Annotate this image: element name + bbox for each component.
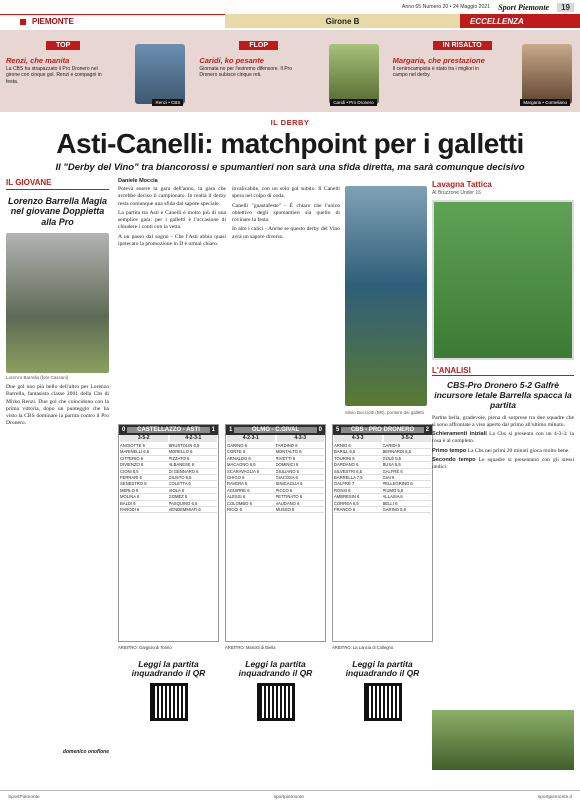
qr-code-icon[interactable] <box>257 683 295 721</box>
flop-title: Caridi, ko pesante <box>199 56 264 65</box>
footer-right[interactable]: sportpiemonte.it <box>537 795 572 800</box>
article-col-1: Poteva essere la gara dell'anno, la gara che avrebbe deciso il campionato. In realtà il derby resta comunque una sfida dal sapore speciale. La partita tra Asti e Canelli è molto più di una semplice gara: per i galletti è l'occasione di chiudere i conti con la vetta. A un passo dal sogno - Che l'Asti abbia quasi ipotecato la promozione in D è ormai chiaro. <box>118 186 226 247</box>
referee-2: ARBITRO: Mariotti di Biella <box>225 645 276 650</box>
qr-code-icon[interactable] <box>364 683 402 721</box>
risalto-text: Il centrocampista è stato tra i migliori in campo nel derby. <box>392 66 480 79</box>
top-title: Renzi, che manita <box>6 56 70 65</box>
article-photo <box>345 186 427 406</box>
risalto-box <box>387 30 580 112</box>
qr-block-1[interactable] <box>118 660 219 721</box>
giovane-column <box>6 178 109 756</box>
qr-title: Leggi la partita inquadrando il QR <box>131 659 206 679</box>
referee-3: ARBITRO: La Lancia di Collegno <box>332 645 394 650</box>
giovane-photo <box>6 233 109 373</box>
region-dot-icon <box>20 19 26 25</box>
top-tag: TOP <box>46 41 80 50</box>
page-footer <box>0 790 580 804</box>
section-header <box>0 14 580 28</box>
top-box <box>0 30 193 112</box>
qr-code-icon[interactable] <box>150 683 188 721</box>
giovane-photo-caption: Lorenzo Barrella (foto Cassani) <box>6 375 69 381</box>
tactical-board <box>432 200 574 360</box>
article-col-2: invalicabile, con un solo gol subito. Il Canelli spera nel colpo di coda. Canelli "guastafeste" - È chiaro che l'unico obiettivo degli spumantieri sia quello di rovinare la festa. In alto i calici - Anche se questo derby del Vino avrà un sapore diverso. <box>232 186 340 240</box>
qr-title: Leggi la partita inquadrando il QR <box>345 659 420 679</box>
qr-title: Leggi la partita inquadrando il QR <box>238 659 313 679</box>
analisi-label: L'ANALISI <box>432 366 574 376</box>
risalto-title: Margaria, che prestazione <box>392 56 485 65</box>
top-band <box>0 0 580 14</box>
analisi-title: CBS-Pro Dronero 5-2 Galfrè incursore letale Barrella spacca la partita <box>434 380 572 411</box>
lavagna-label: Lavagna Tattica <box>432 180 492 189</box>
article-photo-caption: Silvio Bucciotti (BR), portiere dei galletti <box>345 410 424 415</box>
footer-left: SportPiemonte <box>8 795 40 800</box>
lavagna-location: Al Bruzzone Under 16 <box>432 190 481 196</box>
qr-block-2[interactable] <box>225 660 326 721</box>
analisi-text: Partita bella, gradevole, piena di sorprese tra due squadre che si sono affrontate a viso aperto dal primo all'ultimo minuto. Schieramenti iniziali La Cbs si presenta con un 4-3-3: la rosa è al completo. Primo tempo La Cbs nei primi 20 minuti gioca molto bene. Secondo tempo Le squadre si presentano con gli stessi undici. <box>432 414 574 471</box>
flop-box <box>193 30 386 112</box>
flop-text: Giornata no per l'estremo difensore. Il Pro Dronero subisce cinque reti. <box>199 66 292 79</box>
analysis-column <box>432 180 574 780</box>
flop-photo <box>329 44 379 104</box>
article-headline: Asti-Canelli: matchpoint per i galletti <box>56 128 524 159</box>
giovane-signature: domenico onoflone <box>62 749 109 756</box>
giovane-label: IL GIOVANE <box>6 178 109 190</box>
giovane-title: Lorenzo Barrella Magia nel giovane Doppietta alla Pro <box>7 196 108 227</box>
match-table-3: 5 CBS - PRO DRONERO 2 4-3-3 3-5-2 ARNIO 6 BARILL 6,5 TOURINI 6 DARDANO 6 SILVESTRI 6,5 BARRELLA 7,5 GALFRÈ 7 ROSSI 6 AMBRESIN 6 CORREA 6,5 FRANCO 6 CARIDI 5 BERNARDI 5,5 GOLÈ 5,5 BUSA 5,5 GALFRÈ 6 GIAI 6 PELLEGRINO 6 PIUMO 5,5 ALLASIA 6 BELLI 6 GARINO 5,5 <box>332 424 433 642</box>
referee-1: ARBITRO: Gargiulo di Torino <box>118 645 172 650</box>
issue-info: Anno 65 Numero 20 • 24 Maggio 2021 <box>401 4 491 10</box>
page-number: 19 <box>557 3 574 12</box>
risalto-tag: IN RISALTO <box>433 41 492 50</box>
team-photo <box>432 710 574 770</box>
article-author: Daniele Moccia <box>118 178 158 184</box>
giovane-text: Due gol uno più bello dell'altro per Lorenzo Barrella, fantasista classe 2001 della Cbs di Mirko Renzi. Due gol che coincidono con la prima vittoria, dopo un punteggio che ha visto la CBS dominare la partita contro il Pro Dronero. <box>6 384 109 427</box>
flop-tag: FLOP <box>239 41 278 50</box>
league-label: ECCELLENZA <box>460 14 580 28</box>
article-subhead: Il "Derby del Vino" tra biancorossi e spumantieri non sarà una sfida diretta, ma sarà comunque decisivo <box>55 162 525 173</box>
region-label: PIEMONTE <box>0 14 225 28</box>
risalto-caption: Margaria • Corneliano <box>520 99 570 106</box>
match-table-2: 1 OLMO - C.GIVAL 0 4-2-3-1 4-3-3 GARINO 6 CONTE 6 ARNALDO 6 MACAGNO 6,5 SCARAVAGLIA 6 GHIGO 6 RAVERA 6 AGUIRRE 6 ALESSI 6 COLOMBO 6 RICCI 6 TARDINO 6 MONTALTO 6 RIVETTI 6 DOMINICI 6 GIULIANO 6 GIACOSA 6 SINIGAGLIA 6 PICCO 6 PETTINATO 6 VAUDANO 6 MUSSO 6 <box>225 424 326 642</box>
top-text: La CBS ha strapazzato il Pro Dronero nel girone con cinque gol. Renzi e compagni in festa. <box>6 66 102 85</box>
top-caption: Renzi • CBS <box>152 99 183 106</box>
flop-caption: Caridi • Pro Dronero <box>330 99 376 106</box>
qr-block-3[interactable] <box>332 660 433 721</box>
risalto-photo <box>522 44 572 104</box>
girone-label: Girone B <box>225 14 460 28</box>
footer-mid: sportpiemonte <box>273 795 304 800</box>
article-kicker: IL DERBY <box>270 118 310 127</box>
brand-logo: Sport Piemonte <box>498 2 550 12</box>
top-flop-band <box>0 30 580 112</box>
match-table-1: 0 CASTELLAZZO - ASTI 1 3-5-2 4-2-3-1 ANGIOTTE 6 MARINELLI 6,5 CITTERIO 6 DIVIENZO 6 CIONI 6,5 FERRARI 6 SENESTRO 6 MERLO 6 MOLINA 6 BALDI 6 PARODI 6 BRUSTOLIN 6,5 MORELLO 6 PIZZATO 6 ALBANESE 6 DI GENNARO 6 GIUSTO 6,5 COLETTA 6 VIOLA 6 GOMEZ 6 PASQUINO 6,5 VENDEMMIATI 6 <box>118 424 219 642</box>
top-photo <box>135 44 185 104</box>
